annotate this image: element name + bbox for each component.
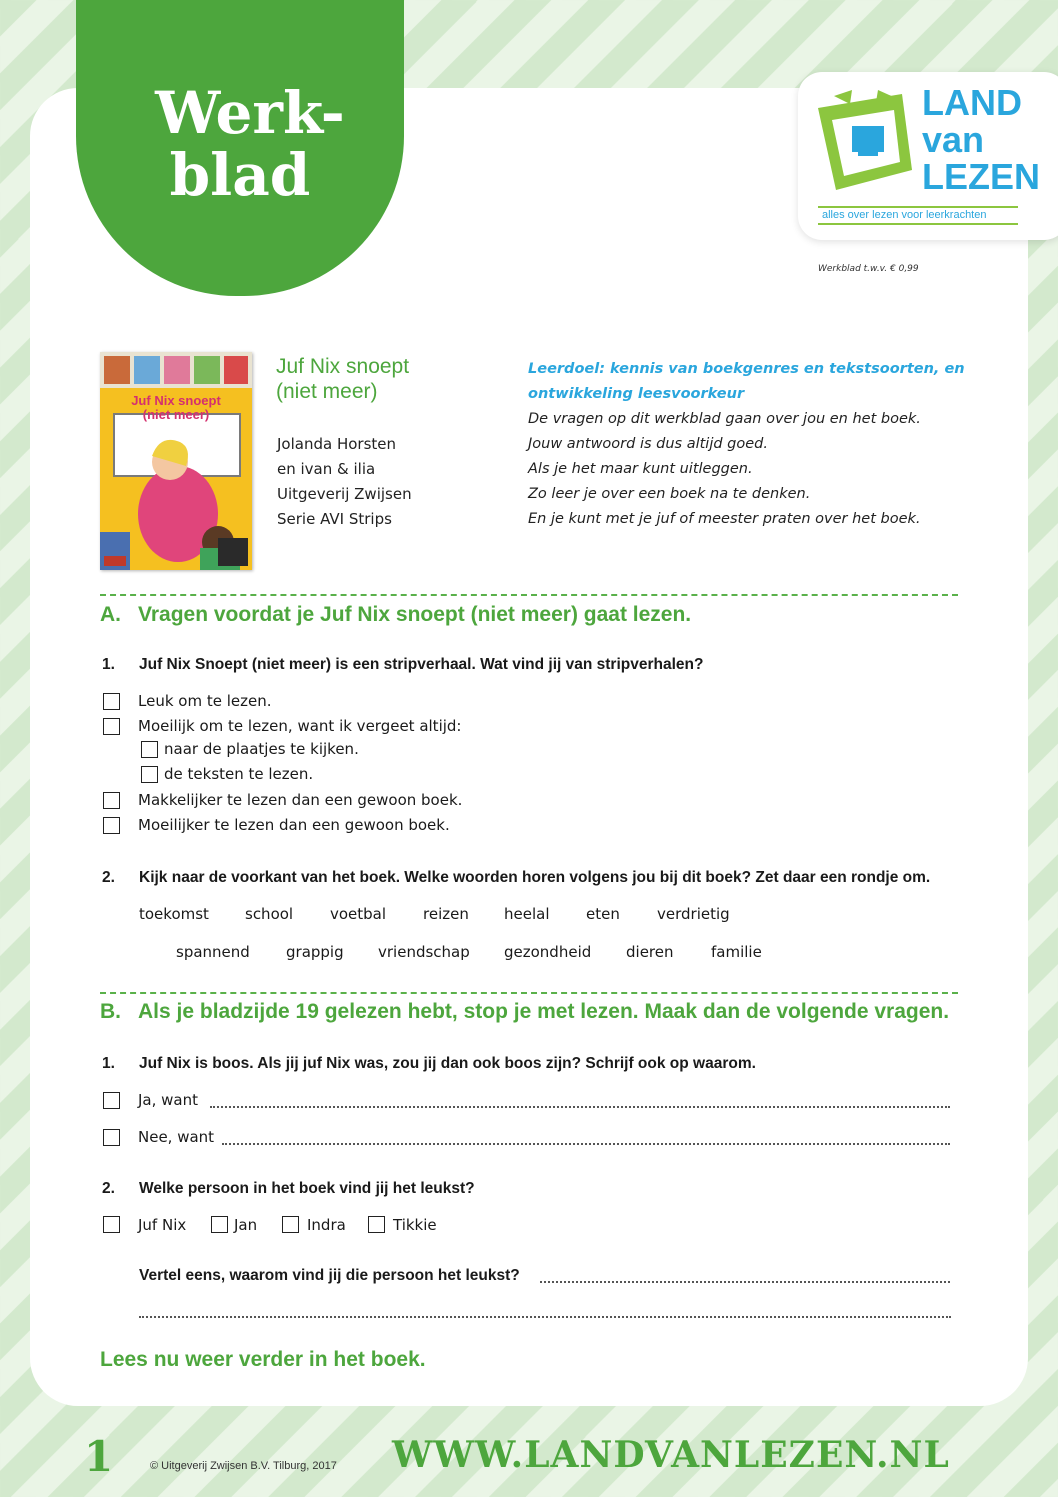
goal-heading-line2: ontwikkeling leesvoorkeur xyxy=(528,386,745,402)
land-van-lezen-logo[interactable] xyxy=(798,72,1058,240)
suboption-plaatjes xyxy=(141,740,359,758)
question-a1 xyxy=(102,656,703,674)
tv-book-icon xyxy=(816,90,916,200)
section-b-letter: B. xyxy=(100,1000,121,1023)
option-label: Indra xyxy=(307,1216,346,1234)
option-label: Ja, want xyxy=(138,1091,198,1109)
book-meta xyxy=(277,432,412,532)
question-text: Welke persoon in het boek vind jij het leukst? xyxy=(139,1180,475,1197)
tab-title-line1: Werk- xyxy=(155,79,345,147)
section-divider xyxy=(100,992,958,994)
followup-question: Vertel eens, waarom vind jij die persoon het leukst? xyxy=(139,1267,520,1284)
book-cover-image xyxy=(100,352,252,570)
answer-line[interactable] xyxy=(210,1106,950,1108)
section-divider xyxy=(100,594,958,596)
word-option[interactable]: verdrietig xyxy=(657,905,730,923)
checkbox[interactable] xyxy=(103,718,120,735)
option-label: naar de plaatjes te kijken. xyxy=(164,740,359,758)
book-series: Serie AVI Strips xyxy=(277,510,392,528)
goal-line: En je kunt met je juf of meester praten over het boek. xyxy=(528,511,921,527)
goal-line: Jouw antwoord is dus altijd goed. xyxy=(528,436,768,452)
option-label: Tikkie xyxy=(393,1216,437,1234)
learning-goal xyxy=(528,357,965,532)
option-label: Leuk om te lezen. xyxy=(138,692,272,710)
suboption-teksten xyxy=(141,765,313,783)
person-option xyxy=(211,1216,257,1234)
section-b-title xyxy=(100,1000,949,1024)
question-number: 2. xyxy=(102,1180,115,1197)
checkbox[interactable] xyxy=(141,741,158,758)
option-ja xyxy=(103,1091,198,1109)
goal-line: Zo leer je over een boek na te denken. xyxy=(528,486,811,502)
section-a-title xyxy=(100,603,691,627)
logo-word-van: van xyxy=(922,119,985,160)
word-option[interactable]: eten xyxy=(586,905,620,923)
word-option[interactable]: toekomst xyxy=(139,905,209,923)
tab-title-line2: blad xyxy=(169,141,311,209)
word-option[interactable]: vriendschap xyxy=(378,943,470,961)
option-label: Jan xyxy=(234,1216,258,1234)
option-label: Makkelijker te lezen dan een gewoon boek. xyxy=(138,791,463,809)
book-illustrator: en ivan & ilia xyxy=(277,460,376,478)
person-option xyxy=(368,1216,437,1234)
word-option[interactable]: reizen xyxy=(423,905,469,923)
website-link[interactable]: WWW.LANDVANLEZEN.NL xyxy=(392,1434,950,1476)
option-nee xyxy=(103,1128,214,1146)
option-label: Juf Nix xyxy=(138,1216,187,1234)
question-text: Juf Nix is boos. Als jij juf Nix was, zou jij dan ook boos zijn? Schrijf ook op waarom. xyxy=(139,1055,756,1072)
book-title-line2: (niet meer) xyxy=(276,380,378,403)
question-number: 1. xyxy=(102,1055,115,1072)
question-text: Kijk naar de voorkant van het boek. Welke woorden horen volgens jou bij dit boek? Zet daar een rondje om. xyxy=(139,869,931,886)
word-option[interactable]: heelal xyxy=(504,905,550,923)
question-b1 xyxy=(102,1055,756,1073)
logo-word-land: LAND xyxy=(922,82,1022,123)
word-option[interactable]: voetbal xyxy=(330,905,387,923)
book-title-line1: Juf Nix snoept xyxy=(276,355,410,378)
option-moeilijker xyxy=(103,816,450,834)
question-a2 xyxy=(102,869,930,887)
option-moeilijk-vergeet xyxy=(103,717,461,735)
logo-tagline: alles over lezen voor leerkrachten xyxy=(818,206,1018,225)
question-number: 2. xyxy=(102,869,115,886)
price-note: Werkblad t.w.v. € 0,99 xyxy=(818,264,919,274)
question-b2 xyxy=(102,1180,475,1198)
checkbox[interactable] xyxy=(103,817,120,834)
book-title xyxy=(276,354,409,404)
checkbox[interactable] xyxy=(103,1216,120,1233)
section-a-title-text: Vragen voordat je Juf Nix snoept (niet meer) gaat lezen. xyxy=(138,603,692,626)
section-a-letter: A. xyxy=(100,603,121,626)
answer-line[interactable] xyxy=(139,1316,951,1318)
checkbox[interactable] xyxy=(103,792,120,809)
cover-title: Juf Nix snoept (niet meer) xyxy=(131,393,221,422)
logo-word-lezen: LEZEN xyxy=(922,156,1041,197)
person-option xyxy=(282,1216,346,1234)
option-makkelijker xyxy=(103,791,462,809)
page-number: 1 xyxy=(84,1432,114,1481)
section-b-title-text: Als je bladzijde 19 gelezen hebt, stop je met lezen. Maak dan de volgende vragen. xyxy=(138,1000,950,1023)
word-option[interactable]: familie xyxy=(711,943,762,961)
goal-heading-line1: Leerdoel: kennis van boekgenres en tekstsoorten, en xyxy=(528,361,965,377)
checkbox[interactable] xyxy=(211,1216,228,1233)
book-publisher: Uitgeverij Zwijsen xyxy=(277,485,412,503)
option-leuk xyxy=(103,692,272,710)
option-label: Moeilijker te lezen dan een gewoon boek. xyxy=(138,816,450,834)
checkbox[interactable] xyxy=(282,1216,299,1233)
word-option[interactable]: grappig xyxy=(286,943,344,961)
copyright: © Uitgeverij Zwijsen B.V. Tilburg, 2017 xyxy=(150,1460,337,1472)
word-option[interactable]: gezondheid xyxy=(504,943,592,961)
option-label: Nee, want xyxy=(138,1128,215,1146)
option-label: Moeilijk om te lezen, want ik vergeet altijd: xyxy=(138,717,462,735)
answer-line[interactable] xyxy=(540,1281,950,1283)
person-option xyxy=(103,1216,186,1234)
goal-line: De vragen op dit werkblad gaan over jou en het boek. xyxy=(528,411,921,427)
checkbox[interactable] xyxy=(103,1129,120,1146)
question-text: Juf Nix Snoept (niet meer) is een stripverhaal. Wat vind jij van stripverhalen? xyxy=(139,656,704,673)
continue-reading-note: Lees nu weer verder in het boek. xyxy=(100,1348,426,1371)
word-option[interactable]: dieren xyxy=(626,943,674,961)
word-option[interactable]: school xyxy=(245,905,294,923)
logo-wordmark xyxy=(922,84,1040,195)
checkbox[interactable] xyxy=(368,1216,385,1233)
question-number: 1. xyxy=(102,656,115,673)
checkbox[interactable] xyxy=(141,766,158,783)
word-option[interactable]: spannend xyxy=(176,943,250,961)
checkbox[interactable] xyxy=(103,1092,120,1109)
option-label: de teksten te lezen. xyxy=(164,765,314,783)
answer-line[interactable] xyxy=(222,1143,950,1145)
goal-line: Als je het maar kunt uitleggen. xyxy=(528,461,753,477)
checkbox[interactable] xyxy=(103,693,120,710)
book-author: Jolanda Horsten xyxy=(277,435,397,453)
